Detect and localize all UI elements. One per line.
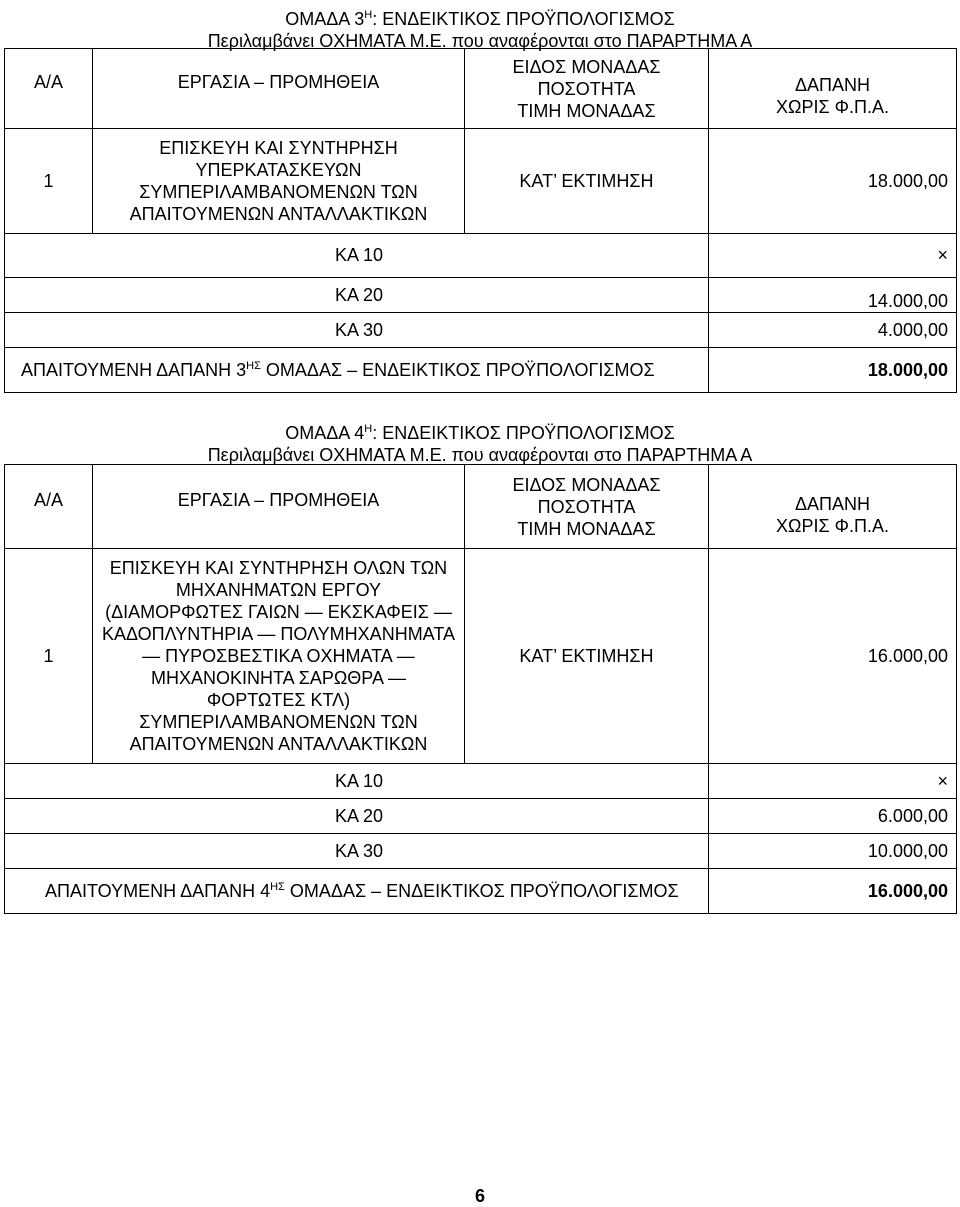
subtotal-row [5, 834, 957, 869]
subtotal-row [5, 313, 957, 348]
group-3-table [4, 48, 957, 393]
group-3-title: ΟΜΑΔΑ $3^H$: ΕΝΔΕΙΚΤΙΚΟΣ ΠΡΟΫΠΟΛΟΓΙΣΜΟΣ [285, 9, 675, 29]
subtotal-label: ΚΑ 20 [335, 284, 384, 305]
subtotal-label: ΚΑ 30 [335, 319, 384, 340]
header-unit: ΕΙΔΟΣ ΜΟΝΑΔΑΣ ΠΟΣΟΤΗΤΑ ΤΙΜΗ ΜΟΝΑΔΑΣ [465, 49, 709, 129]
item-work: ΕΠΙΣΚΕΥΗ ΚΑΙ ΣΥΝΤΗΡΗΣΗ ΟΛΩΝ ΤΩΝ ΜΗΧΑΝΗΜΑΤΩΝ ΕΡΓΟΥ (ΔΙΑΜΟΡΦΩΤΕΣ ΓΑΙΩΝ — ΕΚΣΚΑΦΕΙΣ — ΚΑΔΟΠΛΥΝΤΗΡΙΑ — ΠΟΛΥΜΗΧΑΝΗΜΑΤΑ — ΠΥΡΟΣΒΕΣΤΙΚΑ ΟΧΗΜΑΤΑ — ΜΗΧΑΝΟΚΙΝΗΤΑ ΣΑΡΩΘΡΑ — ΦΟΡΤΩΤΕΣ ΚΤΛ) ΣΥΜΠΕΡΙΛΑΜΒΑΝΟΜΕΝΩΝ ΤΩΝ ΑΠΑΙΤΟΥΜΕΝΩΝ ΑΝΤΑΛΛΑΚΤΙΚΩΝ [93, 549, 465, 764]
subtotal-row [5, 234, 957, 278]
header-cost: ΔΑΠΑΝΗ ΧΩΡΙΣ Φ.Π.Α. [709, 465, 957, 549]
subtotal-value: 4.000,00 [709, 313, 957, 348]
table-header-row [5, 49, 957, 129]
header-work: ΕΡΓΑΣΙΑ – ΠΡΟΜΗΘΕΙΑ [93, 49, 465, 129]
item-aa: 1 [5, 129, 93, 234]
table-row [5, 549, 957, 764]
page-number: 6 [474, 1186, 485, 1206]
total-value: 16.000,00 [709, 869, 957, 914]
subtotal-label: ΚΑ 30 [335, 840, 384, 861]
item-cost: 18.000,00 [709, 129, 957, 234]
total-label: ΑΠΑΙΤΟΥΜΕΝΗ ΔΑΠΑΝΗ $3^{H\Sigma}$ ΟΜΑΔΑΣ – ΕΝΔΕΙΚΤΙΚΟΣ ΠΡΟΫΠΟΛΟΓΙΣΜΟΣ [5, 348, 709, 393]
total-value: 18.000,00 [709, 348, 957, 393]
group-3-heading [0, 4, 960, 52]
subtotal-value: 10.000,00 [709, 834, 957, 869]
subtotal-label: ΚΑ 10 [335, 770, 384, 791]
subtotal-value: × [709, 764, 957, 799]
group-4-subtitle: Περιλαμβάνει ΟΧΗΜΑΤΑ Μ.Ε. που αναφέρονται στο ΠΑΡΑΡΤΗΜΑ Α [207, 445, 753, 465]
subtotal-label: ΚΑ 10 [335, 245, 384, 265]
header-unit: ΕΙΔΟΣ ΜΟΝΑΔΑΣ ΠΟΣΟΤΗΤΑ ΤΙΜΗ ΜΟΝΑΔΑΣ [465, 465, 709, 549]
header-cost: ΔΑΠΑΝΗ ΧΩΡΙΣ Φ.Π.Α. [709, 49, 957, 129]
subtotal-row [5, 278, 957, 313]
header-aa: Α/Α [5, 465, 93, 549]
group-4-title: ΟΜΑΔΑ $4^H$: ΕΝΔΕΙΚΤΙΚΟΣ ΠΡΟΫΠΟΛΟΓΙΣΜΟΣ [285, 423, 675, 443]
header-work: ΕΡΓΑΣΙΑ – ΠΡΟΜΗΘΕΙΑ [93, 465, 465, 549]
item-aa: 1 [5, 549, 93, 764]
item-work: ΕΠΙΣΚΕΥΗ ΚΑΙ ΣΥΝΤΗΡΗΣΗ ΥΠΕΡΚΑΤΑΣΚΕΥΩΝ ΣΥΜΠΕΡΙΛΑΜΒΑΝΟΜΕΝΩΝ ΤΩΝ ΑΠΑΙΤΟΥΜΕΝΩΝ ΑΝΤΑΛΛΑΚΤΙΚΩΝ [93, 129, 465, 234]
total-row [5, 348, 957, 393]
total-row [5, 869, 957, 914]
group-3-subtitle: Περιλαμβάνει ΟΧΗΜΑΤΑ Μ.Ε. που αναφέρονται στο ΠΑΡΑΡΤΗΜΑ Α [207, 31, 753, 51]
subtotal-value: 14.000,00 [709, 278, 957, 313]
header-aa: Α/Α [5, 49, 93, 129]
subtotal-row [5, 799, 957, 834]
table-header-row [5, 465, 957, 549]
item-cost: 16.000,00 [709, 549, 957, 764]
group-4-table [4, 464, 957, 914]
subtotal-value: 6.000,00 [709, 799, 957, 834]
subtotal-value: × [709, 234, 957, 278]
total-label: ΑΠΑΙΤΟΥΜΕΝΗ ΔΑΠΑΝΗ $4^{H\Sigma}$ ΟΜΑΔΑΣ – ΕΝΔΕΙΚΤΙΚΟΣ ΠΡΟΫΠΟΛΟΓΙΣΜΟΣ [5, 869, 709, 914]
table-row [5, 129, 957, 234]
item-unit: ΚΑΤ’ ΕΚΤΙΜΗΣΗ [465, 129, 709, 234]
group-4-heading [0, 418, 960, 466]
item-unit: ΚΑΤ’ ΕΚΤΙΜΗΣΗ [465, 549, 709, 764]
subtotal-label: ΚΑ 20 [335, 805, 384, 826]
subtotal-row [5, 764, 957, 799]
